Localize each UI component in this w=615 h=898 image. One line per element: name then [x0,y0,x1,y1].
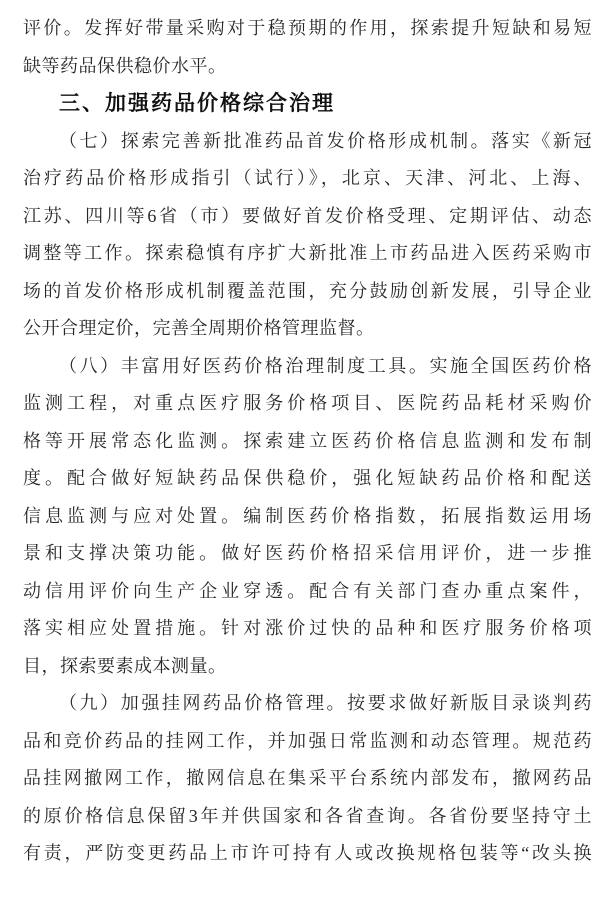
text-line: 缺等药品保供稳价水平。 [23,55,227,76]
text-line: 度。配合做好短缺药品保供稳价，强化短缺药品价格和配送 [23,468,592,488]
text-line: 目，探索要素成本测量。 [23,655,227,676]
text-line: 景和支撑决策功能。做好医药价格招采信用评价，进一步推 [23,543,592,563]
section-heading: 三、加强药品价格综合治理 [59,92,335,115]
text-line: 落实相应处置措施。针对涨价过快的品种和医疗服务价格项 [23,618,592,638]
text-line: 评价。发挥好带量采购对于稳预期的作用，探索提升短缺和易短 [23,18,592,38]
text-line: 的原价格信息保留3年并供国家和各省查询。各省份要坚持守土 [23,805,592,826]
text-line: 有责，严防变更药品上市许可持有人或改换规格包装等“改头换 [23,843,592,863]
text-line: 品和竞价药品的挂网工作，并加强日常监测和动态管理。规范药 [23,730,592,751]
text-line: 场的首发价格形成机制覆盖范围，充分鼓励创新发展，引导企业 [23,280,592,301]
text-line: 公开合理定价，完善全周期价格管理监督。 [23,318,375,338]
text-line: 治疗药品价格形成指引（试行）》，北京、天津、河北、上海、 [23,168,592,188]
text-line: （八）丰富用好医药价格治理制度工具。实施全国医药价格 [59,355,592,376]
text-line: （七）探索完善新批准药品首发价格形成机制。落实《新冠 [59,130,592,151]
text-line: 监测工程，对重点医疗服务价格项目、医院药品耗材采购价 [23,393,592,413]
document-body [23,10,592,873]
text-line: 动信用评价向生产企业穿透。配合有关部门查办重点案件， [23,580,592,601]
text-line: 江苏、四川等6省（市）要做好首发价格受理、定期评估、动态 [23,205,592,226]
text-line: （九）加强挂网药品价格管理。按要求做好新版目录谈判药 [59,693,592,713]
text-line: 品挂网撤网工作，撤网信息在集采平台系统内部发布，撤网药品 [23,768,592,788]
text-line: 调整等工作。探索稳慎有序扩大新批准上市药品进入医药采购市 [23,243,592,263]
text-line: 格等开展常态化监测。探索建立医药价格信息监测和发布制 [23,430,592,451]
text-line: 信息监测与应对处置。编制医药价格指数，拓展指数运用场 [23,505,592,526]
